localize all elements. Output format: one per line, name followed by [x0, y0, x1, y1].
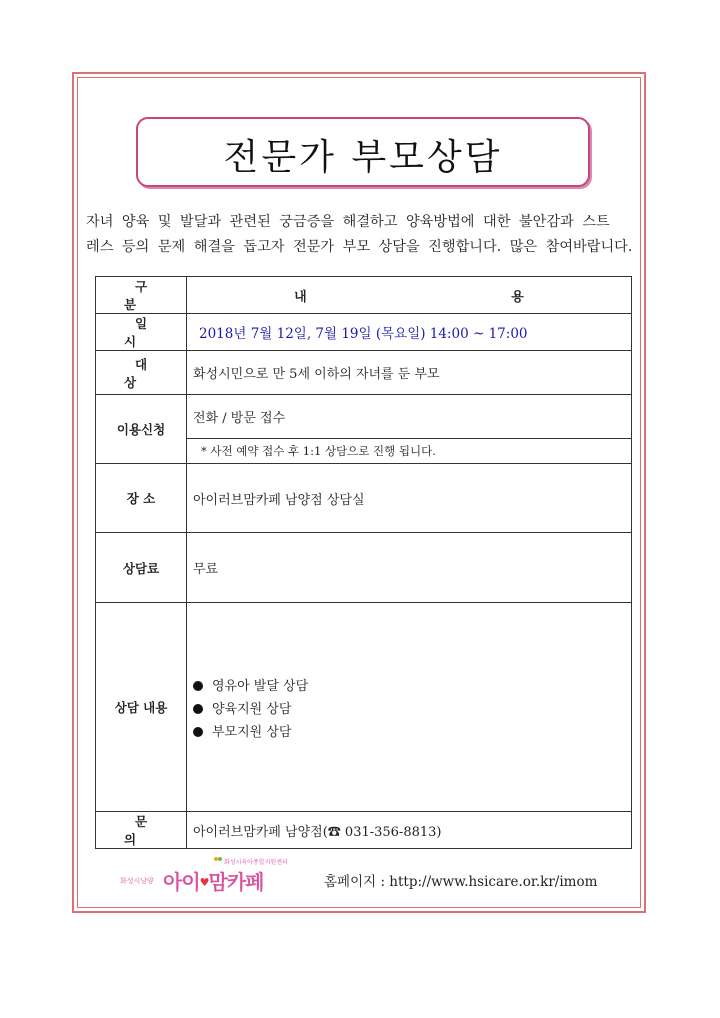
row-label-inquiry: 문 의: [96, 812, 187, 849]
row-label-place: 장 소: [96, 464, 187, 533]
row-label-target: 대 상: [96, 351, 187, 395]
table-row-inquiry: [96, 812, 632, 849]
logo-tagline: 화성시육아종합지원센터: [224, 859, 288, 866]
row-label-fee: 상담료: [96, 533, 187, 603]
row-value-fee: 무료: [187, 533, 632, 603]
table-row-apply: [96, 395, 632, 439]
intro-line-1: 자녀 양육 및 발달과 관련된 궁금증을 해결하고 양육방법에 대한 불안감과 스트: [86, 214, 610, 230]
row-value-apply: 전화 / 방문 접수: [187, 395, 632, 439]
bullet-icon: [193, 704, 203, 714]
content-list: [193, 675, 625, 740]
list-item: 영유아 발달 상담: [193, 675, 625, 694]
logo-small-text: 화성시낭양: [120, 877, 154, 885]
table-row-target: [96, 351, 632, 395]
header-content-cell: [187, 277, 632, 314]
header-label-cell: [96, 277, 187, 314]
logo-badge-icon: [214, 856, 222, 862]
row-value-place: 아이러브맘카페 남양점 상담실: [187, 464, 632, 533]
table-row-place: [96, 464, 632, 533]
table-row-content: [96, 603, 632, 812]
row-label-date: 일 시: [96, 314, 187, 351]
footer: [120, 858, 620, 898]
imom-cafe-logo[interactable]: [120, 859, 305, 894]
homepage-link[interactable]: 홈페이지 : http://www.hsicare.or.kr/imom: [324, 874, 598, 890]
row-value-date: 2018년 7월 12일, 7월 19일 (목요일) 14:00 ~ 17:00: [187, 314, 632, 351]
title-box: [136, 117, 590, 187]
logo-main-text: 아이♥맘카페: [163, 870, 264, 894]
page-title: 전문가 부모상담: [223, 137, 503, 178]
header-label: 구 분: [123, 279, 170, 312]
bullet-icon: [193, 727, 203, 737]
list-item: 양육지원 상담: [193, 698, 625, 717]
info-table: [95, 276, 632, 849]
list-item: 부모지원 상담: [193, 721, 625, 740]
table-header-row: [96, 277, 632, 314]
table-row-fee: [96, 533, 632, 603]
row-value-apply-note: * 사전 예약 접수 후 1:1 상담으로 진행 됩니다.: [187, 439, 632, 464]
row-value-content: [187, 603, 632, 812]
row-label-content: 상담 내용: [96, 603, 187, 812]
row-label-apply: 이용신청: [96, 395, 187, 464]
heart-icon: ♥: [199, 876, 209, 889]
table-row-date: [96, 314, 632, 351]
row-value-inquiry: 아이러브맘카페 남양점(☎ 031-356-8813): [187, 812, 632, 849]
header-content: 내 용: [294, 289, 624, 305]
row-value-target: 화성시민으로 만 5세 이하의 자녀를 둔 부모: [187, 351, 632, 395]
intro-paragraph: [86, 210, 642, 260]
bullet-icon: [193, 681, 203, 691]
intro-line-2: 레스 등의 문제 해결을 돕고자 전문가 부모 상담을 진행합니다. 많은 참여바랍니다.: [86, 239, 633, 255]
